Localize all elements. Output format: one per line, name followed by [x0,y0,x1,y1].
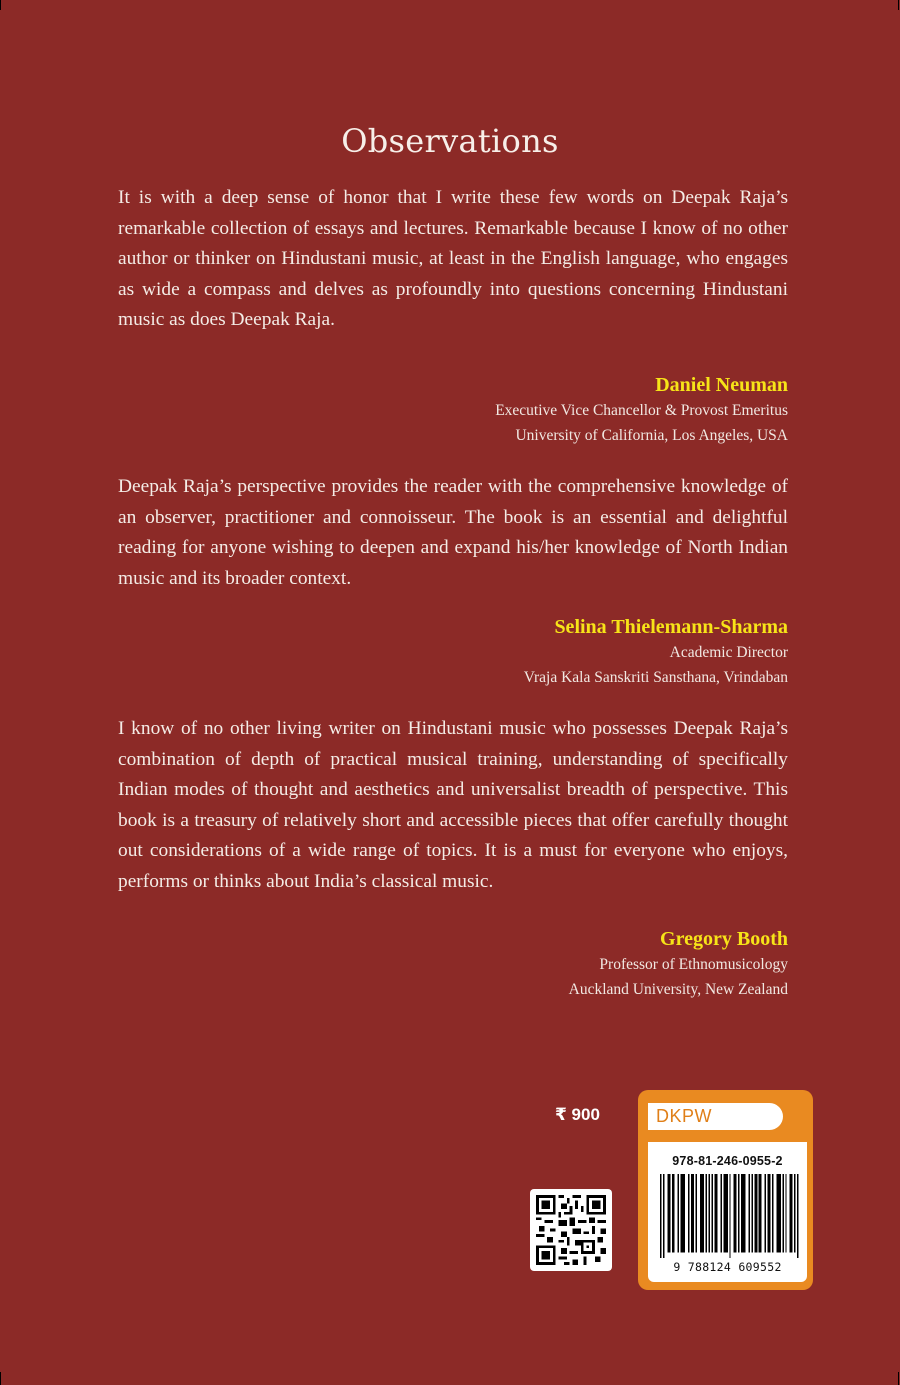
reviewer-affiliation-1: University of California, Los Angeles, USA [515,427,788,444]
isbn-body [638,1142,813,1290]
crop-mark-bottom-left [0,1372,1,1385]
barcode-bar [706,1174,707,1252]
barcode-bar [660,1174,661,1258]
barcode-bar [743,1174,744,1252]
barcode-bar [751,1174,752,1252]
reviewer-title-3: Professor of Ethnomusicology [599,956,788,973]
crop-mark-top-right [898,0,899,10]
barcode-bar [759,1174,760,1252]
publisher-logo: DKPW [648,1103,783,1130]
barcode-bar [741,1174,742,1252]
reviewer-name-3: Gregory Booth [660,928,788,950]
barcode-bar [748,1174,749,1252]
barcode-bar [673,1174,674,1252]
review-attribution-1 [495,372,788,448]
barcode-panel [648,1142,807,1282]
barcode-bar [754,1174,755,1252]
isbn-badge [638,1090,813,1290]
reviewer-name-1: Daniel Neuman [655,374,788,396]
barcode-bar [794,1174,795,1252]
barcode-bar [790,1174,791,1252]
crop-mark-bottom-right [898,1372,899,1385]
barcode-bar [715,1174,716,1252]
barcode-bar [735,1174,736,1252]
barcode-bar [692,1174,693,1252]
barcode-bar [723,1174,724,1252]
qr-code-image [536,1195,606,1265]
barcode-bar [663,1174,664,1258]
barcode-bar [691,1174,692,1252]
barcode-bar [716,1174,717,1252]
barcode-bar [682,1174,683,1252]
barcode-bar [797,1174,798,1258]
barcode-bar [782,1174,783,1252]
barcode-bar [709,1174,710,1252]
barcode-bar [769,1174,770,1252]
reviewer-name-2: Selina Thielemann-Sharma [554,616,788,638]
barcode-bar [738,1174,739,1252]
crop-mark-top-left [0,0,1,10]
barcode-number: 9 788124 609552 [673,1260,782,1274]
barcode-bar [729,1174,730,1258]
barcode-bar [744,1174,745,1252]
barcode-bar [672,1174,673,1252]
barcode-bar [791,1174,792,1252]
price-label: ₹ 900 [555,1105,600,1124]
barcode-bar [703,1174,704,1252]
barcode-bar [756,1174,757,1252]
barcode-image [660,1174,800,1258]
qr-code [530,1189,612,1271]
isbn-number: 978-81-246-0955-2 [672,1154,783,1168]
page-title: Observations [341,122,559,160]
barcode-bar [688,1174,689,1252]
reviewer-title-2: Academic Director [669,644,788,661]
review-attribution-3 [569,926,788,1002]
barcode-bar [779,1174,780,1252]
barcode-bar [776,1174,777,1252]
barcode-bar [700,1174,701,1252]
reviewer-title-1: Executive Vice Chancellor & Provost Emeritus [495,402,788,419]
barcode-bar [726,1174,727,1252]
barcode-bar [772,1174,773,1252]
barcode-bar [778,1174,779,1252]
barcode-bar [760,1174,761,1252]
review-text-3: I know of no other living writer on Hindustani music who possesses Deepak Raja’s combination of depth of practical musical training, understanding of specifically Indian modes of thought and aesthetics and universalist breadth of perspective. This book is a treasury of relatively short and accessible pieces that offer carefully thought out considerations of a wide range of topics. It is a must for everyone who enjoys, performs or thinks about India’s classical music. [118,718,788,892]
barcode-bar [678,1174,679,1252]
barcode-bar [681,1174,682,1252]
barcode-bar [725,1174,726,1252]
barcode-bar [765,1174,766,1252]
barcode-bar [701,1174,702,1252]
reviewer-affiliation-3: Auckland University, New Zealand [568,981,788,998]
reviewer-affiliation-2: Vraja Kala Sanskriti Sansthana, Vrindaban [523,669,788,686]
review-text-2: Deepak Raja’s perspective provides the reader with the comprehensive knowledge of an observer, practitioner and connoisseur. The book is an essential and delightful reading for anyone wishing to deepen and expand his/her knowledge of North Indian music and its broader context. [118,476,788,589]
publisher-tab [638,1090,813,1142]
barcode-bar [720,1174,721,1252]
barcode-bar [684,1174,685,1252]
barcode-bar [695,1174,696,1252]
barcode-bar [669,1174,670,1252]
barcode-bar [785,1174,786,1252]
barcode-bar [712,1174,713,1252]
barcode-bar [768,1174,769,1252]
review-attribution-2 [524,614,788,690]
barcode-bar [667,1174,668,1252]
barcode-bar [734,1174,735,1252]
review-text-1: It is with a deep sense of honor that I write these few words on Deepak Raja’s remarkable collection of essays and lectures. Remarkable because I know of no other author or thinker on Hindustani music, at least in the English language, who engages as wide a compass and delves as profoundly into questions concerning Hindustani music as does Deepak Raja. [118,187,788,330]
